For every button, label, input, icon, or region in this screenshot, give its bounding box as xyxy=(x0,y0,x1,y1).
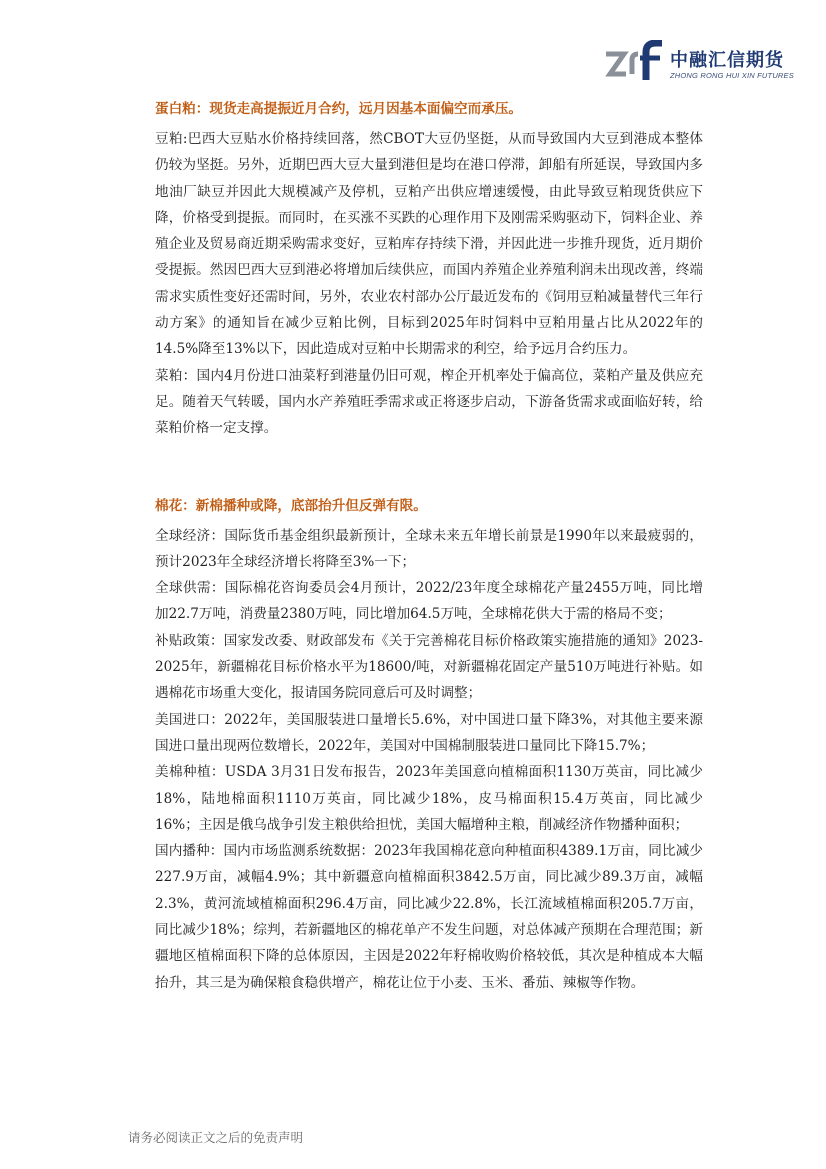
paragraph-rapeseed-meal: 菜粕：国内4月份进口油菜籽到港量仍旧可观，榨企开机率处于偏高位，菜粕产量及供应充足。随着天气转暖，国内水产养殖旺季需求或正将逐步启动，下游备货需求或面临好转，给菜粕价格一定支撑。 xyxy=(155,367,703,437)
paragraph-domestic-planting: 国内播种：国内市场监测系统数据：2023年我国棉花意向种植面积4389.1万亩，同比减少227.9万亩，减幅4.9%；其中新疆意向植棉面积3842.5万亩，同比减少89.3万亩，减幅2.3%，黄河流域植棉面积296.4万亩，同比减少22.8%，长江流域植棉面积205.7万亩，同比减少18%；综判，若新疆地区的棉花单产不发生问题，对总体减产预期在合理范围；新疆地区植棉面积下降的总体原因，主因是2022年籽棉收购价格较低，其次是种植成本大幅抬升，其三是为确保粮食稳供增产，棉花让位于小麦、玉米、番茄、辣椒等作物。 xyxy=(155,843,703,991)
report-body xyxy=(155,96,703,996)
section-title-cotton: 棉花：新棉播种或降，底部抬升但反弹有限。 xyxy=(155,497,427,514)
paragraph-global-supply-demand: 全球供需：国际棉花咨询委员会4月预计，2022/23年度全球棉花产量2455万吨，同比增加22.7万吨，消费量2380万吨，同比增加64.5万吨，全球棉花供大于需的格局不变； xyxy=(155,580,703,623)
paragraph-soybean-meal: 豆粕:巴西大豆贴水价格持续回落，然CBOT大豆仍坚挺，从而导致国内大豆到港成本整体仍较为坚挺。另外，近期巴西大豆大量到港但是均在港口停滞，卸船有所延误，导致国内多地油厂缺豆并因此大规模减产及停机，豆粕产出供应增速缓慢，由此导致豆粕现货供应下降，价格受到提振。而同时，在买涨不买跌的心理作用下及刚需采购驱动下，饲料企业、养殖企业及贸易商近期采购需求变好，豆粕库存持续下滑，并因此进一步推升现货，近月期价受提振。然因巴西大豆到港必将增加后续供应，而国内养殖企业养殖利润未出现改善，终端需求实质性变好还需时间，另外，农业农村部办公厅最近发布的《饲用豆粕减量替代三年行动方案》的通知旨在减少豆粕比例，目标到2025年时饲料中豆粕用量占比从2022年的14.5%降至13%以下，因此造成对豆粕中长期需求的利空，给予远月合约压力。 xyxy=(155,131,703,358)
paragraph-us-cotton-planting: 美棉种植：USDA 3月31日发布报告，2023年美国意向植棉面积1130万英亩，同比减少18%，陆地棉面积1110万英亩，同比减少18%，皮马棉面积15.4万英亩，同比减少16%；主因是俄乌战争引发主粮供给担忧，美国大幅增种主粮，削减经济作物播种面积； xyxy=(155,764,703,833)
section-title-protein-meal: 蛋白粕：现货走高提振近月合约，远月因基本面偏空而承压。 xyxy=(155,101,523,117)
disclaimer-footer: 请务必阅读正文之后的免责声明 xyxy=(128,1130,304,1145)
paragraph-subsidy-policy: 补贴政策：国家发改委、财政部发布《关于完善棉花目标价格政策实施措施的通知》2023-2025年，新疆棉花目标价格水平为18600/吨，对新疆棉花固定产量510万吨进行补贴。如遇棉花市场重大变化，报请国务院同意后可及时调整； xyxy=(155,632,703,702)
company-logo xyxy=(604,40,804,86)
paragraph-global-economy: 全球经济：国际货币基金组织最新预计，全球未来五年增长前景是1990年以来最疲弱的，预计2023年全球经济增长将降至3%一下； xyxy=(155,527,703,570)
logo-mark-icon xyxy=(604,40,666,82)
logo-english-name: ZHONG RONG HUI XIN FUTURES xyxy=(670,71,794,80)
logo-chinese-name: 中融汇信期货 xyxy=(670,50,784,71)
paragraph-us-imports: 美国进口：2022年，美国服装进口量增长5.6%，对中国进口量下降3%，对其他主要来源国进口量出现两位数增长，2022年，美国对中国棉制服装进口量同比下降15.7%； xyxy=(155,711,703,754)
